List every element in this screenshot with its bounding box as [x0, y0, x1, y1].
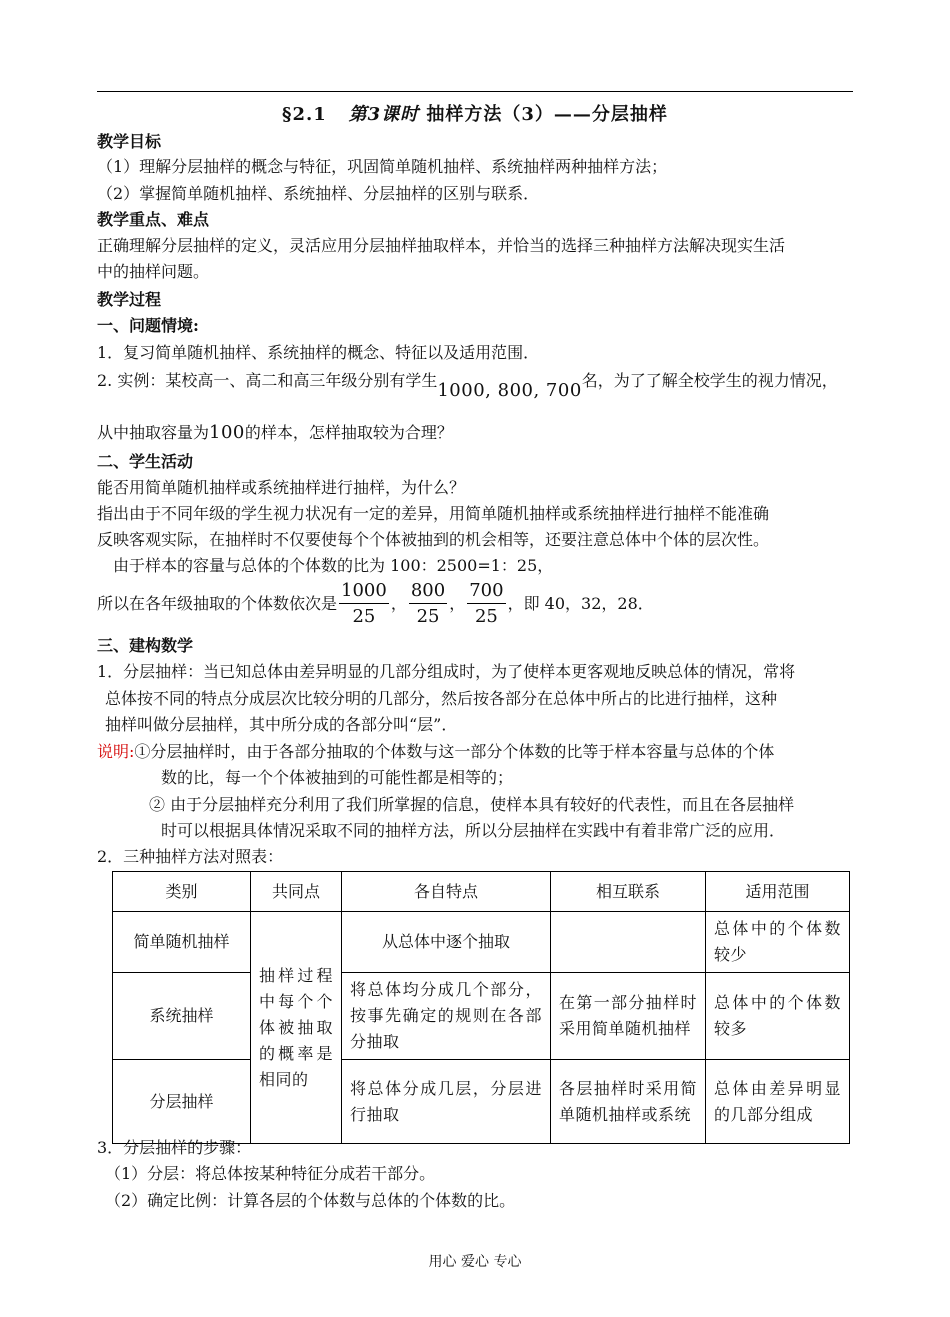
row-name: 简单随机抽样 — [113, 912, 251, 973]
fraction-1-denominator: 25 — [352, 606, 376, 627]
header-relation: 相互联系 — [551, 872, 706, 912]
fraction-2-numerator: 800 — [409, 579, 447, 604]
example-numbers: 1000, 800, 700 — [437, 380, 582, 401]
header-scope: 适用范围 — [706, 872, 850, 912]
section-1-item-2 — [97, 369, 857, 401]
step-2: （2）确定比例：计算各层的个体数与总体的个体数的比。 — [105, 1191, 516, 1210]
row-scope: 总体中的个体数较少 — [706, 912, 850, 973]
note-line-2: 数的比，每一个个体被抽到的可能性都是相等的； — [161, 768, 514, 787]
step-1: （1）分层：将总体按某种特征分成若干部分。 — [105, 1164, 436, 1183]
title-rest: 抽样方法（3）——分层抽样 — [426, 104, 668, 125]
example-text-a: 2. 实例：某校高一、高二和高三年级分别有学生 — [97, 371, 438, 390]
row-relation — [551, 912, 706, 973]
fraction-separator: ， — [449, 594, 466, 613]
key-line-1: 正确理解分层抽样的定义，灵活应用分层抽样抽取样本，并恰当的选择三种抽样方法解决现实生活 — [97, 236, 786, 255]
row-feature: 将总体均分成几个部分，按事先确定的规则在各部分抽取 — [342, 973, 551, 1060]
example-text-d: 的样本，怎样抽取较为合理？ — [244, 423, 453, 442]
key-heading: 教学重点、难点 — [97, 210, 210, 229]
section-1-heading: 一、问题情境: — [97, 316, 199, 335]
example-text-c: 从中抽取容量为 — [97, 423, 210, 442]
section-1-item-2-cont — [97, 421, 857, 445]
fraction-3-denominator: 25 — [474, 606, 498, 627]
header-category: 类别 — [113, 872, 251, 912]
common-point-cell: 抽样过程中每个个体被抽取的概率是相同的 — [251, 912, 342, 1144]
header-rule — [97, 91, 853, 92]
fraction-3 — [467, 579, 505, 630]
table-row — [113, 912, 850, 973]
goal-1: （1）理解分层抽样的概念与特征，巩固简单随机抽样、系统抽样两种抽样方法； — [97, 157, 668, 176]
row-name: 系统抽样 — [113, 973, 251, 1060]
note-1-text: ①分层抽样时，由于各部分抽取的个体数与这一部分个体数的比等于样本容量与总体的个体 — [134, 742, 775, 761]
section-3-heading: 三、建构数学 — [97, 636, 194, 655]
fraction-3-numerator: 700 — [467, 579, 505, 604]
sample-size: 100 — [209, 422, 245, 443]
table-row — [113, 1060, 850, 1144]
fraction-suffix: ，即 40，32，28． — [507, 594, 654, 613]
title-prefix: §2.1 — [282, 104, 327, 125]
definition-line-2: 总体按不同的特点分成层次比较分明的几部分，然后按各部分在总体中所占的比进行抽样，这种 — [105, 689, 778, 708]
definition-line-1: 1．分层抽样：当已知总体由差异明显的几部分组成时，为了使样本更客观地反映总体的情况，常将 — [97, 662, 796, 681]
page-footer: 用心 爱心 专心 — [428, 1254, 522, 1270]
fraction-1 — [339, 579, 389, 630]
header-common: 共同点 — [251, 872, 342, 912]
note-label: 说明: — [97, 742, 135, 761]
fraction-separator: ， — [390, 594, 407, 613]
row-name: 分层抽样 — [113, 1060, 251, 1144]
header-features: 各自特点 — [342, 872, 551, 912]
fraction-prefix: 所以在各年级抽取的个体数依次是 — [97, 594, 338, 613]
note-line-1 — [97, 740, 857, 764]
note-line-4: 时可以根据具体情况采取不同的抽样方法，所以分层抽样在实践中有着非常广泛的应用． — [161, 821, 786, 840]
table-caption: 2．三种抽样方法对照表： — [97, 847, 284, 866]
comparison-table — [112, 871, 850, 1144]
row-relation: 各层抽样时采用简单随机抽样或系统 — [551, 1060, 706, 1144]
row-scope: 总体由差异明显的几部分组成 — [706, 1060, 850, 1144]
goal-2: （2）掌握简单随机抽样、系统抽样、分层抽样的区别与联系． — [97, 184, 540, 203]
row-feature: 将总体分成几层，分层进行抽取 — [342, 1060, 551, 1144]
section-2-heading: 二、学生活动 — [97, 452, 194, 471]
table-row — [113, 973, 850, 1060]
fraction-2 — [409, 579, 447, 630]
sample-ratio: 由于样本的容量与总体的个体数的比为 100：2500=1：25， — [113, 556, 554, 575]
row-feature: 从总体中逐个抽取 — [342, 912, 551, 973]
student-answer-1: 指出由于不同年级的学生视力状况有一定的差异，用简单随机抽样或系统抽样进行抽样不能准确 — [97, 504, 770, 523]
definition-line-3: 抽样叫做分层抽样，其中所分成的各部分叫“层”． — [105, 715, 458, 734]
process-heading: 教学过程 — [97, 290, 162, 309]
steps-heading: 3．分层抽样的步骤： — [97, 1138, 252, 1157]
title-lesson: 第3课时 — [348, 104, 420, 125]
key-line-2: 中的抽样问题。 — [97, 262, 210, 281]
fraction-2-denominator: 25 — [416, 606, 440, 627]
fraction-1-numerator: 1000 — [339, 579, 389, 604]
goals-heading: 教学目标 — [97, 132, 162, 151]
student-answer-2: 反映客观实际，在抽样时不仅要使每个个体被抽到的机会相等，还要注意总体中个体的层次性。 — [97, 530, 770, 549]
section-1-item-1: 1．复习简单随机抽样、系统抽样的概念、特征以及适用范围． — [97, 343, 540, 362]
note-line-3: ② 由于分层抽样充分利用了我们所掌握的信息，使样本具有较好的代表性，而且在各层抽样 — [149, 795, 795, 814]
page-title — [97, 100, 853, 126]
student-question: 能否用简单随机抽样或系统抽样进行抽样，为什么？ — [97, 478, 466, 497]
table-header-row — [113, 872, 850, 912]
example-text-b: 名，为了了解全校学生的视力情况， — [581, 371, 838, 390]
row-scope: 总体中的个体数较多 — [706, 973, 850, 1060]
fraction-line — [97, 579, 857, 630]
row-relation: 在第一部分抽样时采用简单随机抽样 — [551, 973, 706, 1060]
